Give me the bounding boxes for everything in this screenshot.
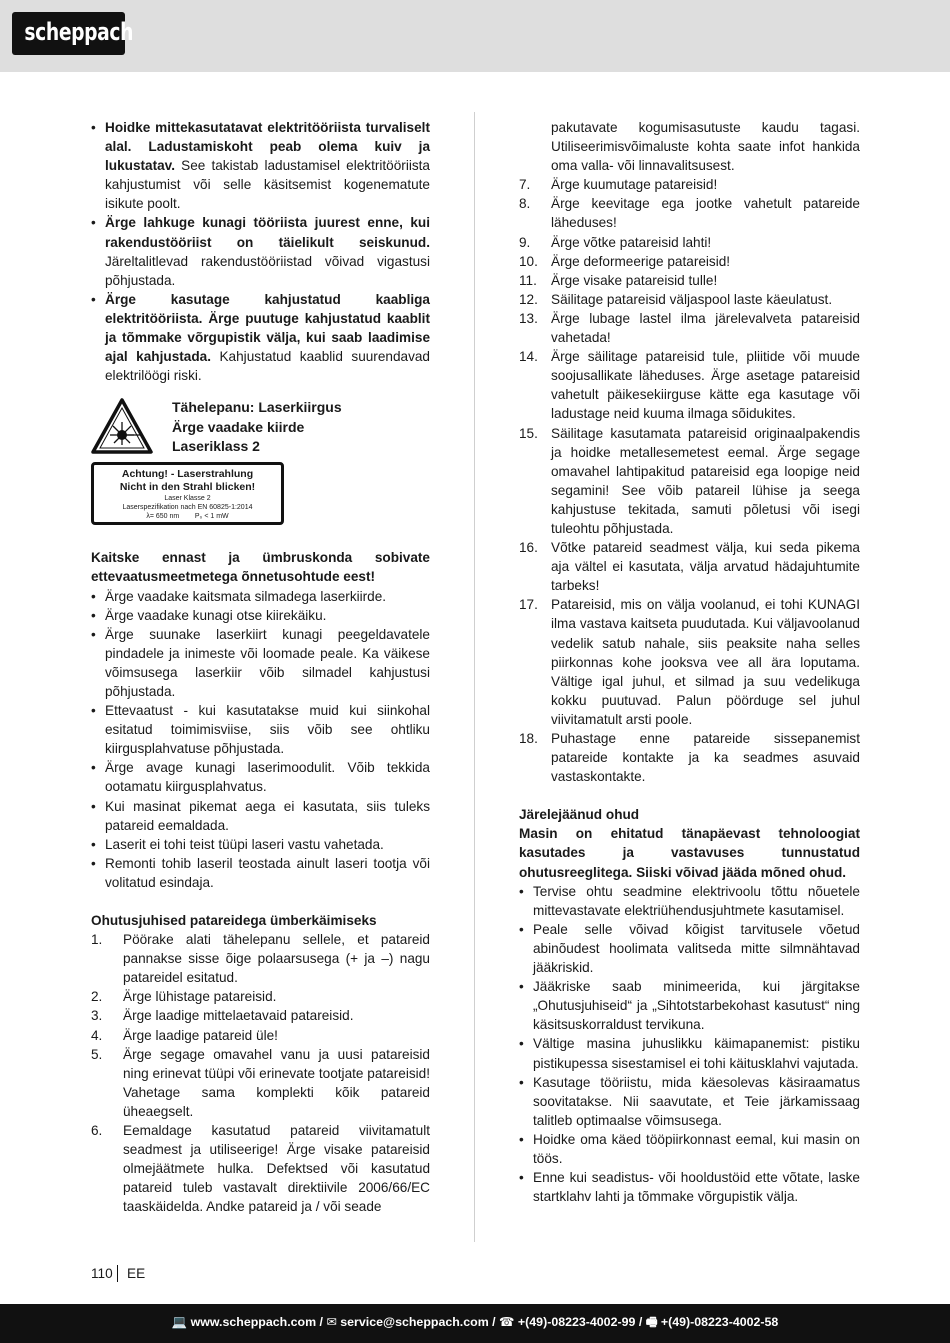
item-text: Võtke patareid seadmest välja, kui seda pikema aja vältel ei kasutata, välja arvatud hädajuhtumite tarbeks! [551, 540, 860, 594]
item-number: 3. [91, 1008, 103, 1024]
footer-contact: 💻 www.scheppach.com / ✉ service@scheppach.com / ☎ +(49)-08223-4002-99 / 🖷 +(49)-08223-4002-58 [171, 1315, 779, 1329]
list-item [91, 118, 430, 213]
list-item: • Peale selle võivad kõigist tarvitusele võetud abinõudest hoolimata valitseda mitte silmnähtavad jääkriskid. [519, 920, 860, 977]
list-item: • Ettevaatust - kui kasutatakse muid kui siinkohal esitatud toimimisviise, siis võib see ohtliku kiirgusplahvatuse põhjustada. [91, 701, 430, 758]
body-text: Järeltalitlevad rakendustööriistad võivad vigastusi põhjustada. [105, 253, 430, 288]
numbered-item [519, 729, 860, 786]
page-separator [117, 1265, 118, 1282]
laser-class-label [91, 462, 284, 525]
item-text: Ärge võtke patareisid lahti! [551, 234, 712, 250]
list-item: • Vältige masina juhuslikku käimapanemist: pistiku pistikupessa sisestamisel ei tohi käitusklahvi vajutada. [519, 1034, 860, 1072]
label-line: Laser Klasse 2 [164, 495, 211, 503]
bold-text: Ärge lahkuge kunagi tööriista juurest enne, kui rakendustööriist on täielikult seiskunud. [105, 215, 430, 250]
item-number: 6. [91, 1123, 103, 1139]
item-number: 14. [519, 349, 538, 365]
item-text: Ärge deformeerige patareisid! [551, 253, 731, 269]
label-power: P₀ < 1 mW [194, 513, 229, 521]
item-number: 9. [519, 234, 531, 250]
list-item: • Hoidke oma käed tööpiirkonnast eemal, kui masin on töös. [519, 1130, 860, 1168]
item-number: 2. [91, 989, 103, 1005]
laser-warning-text [172, 398, 342, 457]
item-text: Ärge kuumutage patareisid! [551, 177, 718, 193]
numbered-item [91, 1026, 430, 1045]
list-item: • Ärge vaadake kunagi otse kiirekäiku. [91, 606, 430, 625]
list-item: • Tervise ohtu seadmine elektrivoolu tõttu nõuetele mittevastavate elektriühendusjuhtmete kasutamisel. [519, 882, 860, 920]
numbered-item [91, 1045, 430, 1121]
list-item: • Kui masinat pikemat aega ei kasutata, siis tuleks patareid eemaldada. [91, 797, 430, 835]
item-text: Ärge visake patareisid tulle! [551, 272, 718, 288]
list-item [91, 213, 430, 289]
numbered-item [519, 252, 860, 271]
item-number: 8. [519, 196, 531, 212]
label-line: Laserspezifikation nach EN 60825-1:2014 [122, 504, 253, 512]
body-text: See takistab ladustamisel elektritööriista kahjustumist või selle käsitsemist kogenematute isikute poolt. [105, 158, 430, 212]
section-heading: Kaitske ennast ja ümbruskonda sobivate ettevaatusmeetmetega õnnetusohtude eest! [91, 550, 430, 585]
item-number: 12. [519, 291, 538, 307]
list-item: • Laserit ei tohi teist tüüpi laseri vastu vahetada. [91, 835, 430, 854]
item-number: 4. [91, 1027, 103, 1043]
numbered-item [519, 290, 860, 309]
item-text: Säilitage kasutamata patareisid originaalpakendis ja hoidke metallesemetest eemal. Ärge segage omavahel lahtipakitud patareisid ega loopige neid segamini! See võib patareil lühise ja seega kahjustuse tekitada, samuti põletusi või isegi tuleohtu põhjustada. [551, 425, 860, 536]
column-divider [474, 112, 475, 1242]
item-text: Patareisid, mis on välja voolanud, ei tohi KUNAGI ilma vastava kaitseta puudutada. Kui väljavoolanud vedelik satub nahale, siis peaksite naha selles piirkonnas kohe jooksva vee all ära loputama. Vältige igal juhul, et silmad ja suu vedelikuga kokku puutuvad. Palun pöörduge sel juhul viivitamatult arsti poole. [551, 597, 860, 727]
item-text: Ärge säilitage patareisid tule, pliitide või muude soojusallikate läheduses. Ärge asetage patareisid vahetult päikesekiirguse kätte ega kasutage või ladustage neid kuuma ilmaga sõidukites. [551, 349, 860, 422]
brand-name: scheppach [24, 18, 134, 46]
item-text: Pöörake alati tähelepanu sellele, et patareid pannakse sisse õige polaarsusega (+ ja –) nagu patareidel esitatud. [123, 932, 430, 986]
body-text: Kahjustatud kaablid suurendavad elektrilöögi riski. [105, 349, 430, 384]
numbered-item [519, 595, 860, 729]
numbered-item [91, 987, 430, 1006]
item-text: Ärge lühistage patareisid. [123, 989, 277, 1005]
list-item: • Kasutage tööriistu, mida käesolevas käsiraamatus soovitatakse. Nii saavutate, et Teie järkamissaag talitleb optimaalse võimsusega. [519, 1073, 860, 1130]
numbered-item [519, 175, 860, 194]
item-text: Säilitage patareisid väljaspool laste käeulatust. [551, 291, 833, 307]
item-number: 17. [519, 597, 538, 613]
page-number: 110 [91, 1266, 113, 1281]
numbered-item [519, 309, 860, 347]
item-text: Eemaldage kasutatud patareid viivitamatult seadmest ja utiliseerige! Ärge visake patareisid olmejäätmete hulka. Defektsed või kasutatud patareid tuleb vastavalt direktiivile 2006/66/EC taaskäidelda. Andke patareid ja / või seade [123, 1123, 430, 1215]
label-spec-line [94, 512, 281, 521]
laser-warning-line: Tähelepanu: Laserkiirgus [172, 399, 342, 416]
numbered-item [519, 194, 860, 232]
item-text: Ärge keevitage ega jootke vahetult patareide läheduses! [551, 196, 860, 231]
list-item [91, 290, 430, 385]
list-item: • Enne kui seadistus- või hooldustöid ette võtate, laske startklahv lahti ja tõmmake võrgupistik välja. [519, 1168, 860, 1206]
bold-text: Ärge kasutage kahjustatud kaabliga elektritööriista. Ärge puutuge kahjustatud kaablit ja tõmmake võrgupistik välja, kui saab laadimise ajal kahjustada. [105, 291, 430, 365]
section-heading: Järelejäänud ohud [519, 807, 640, 823]
header-bar [0, 0, 950, 72]
list-item: • Remonti tohib laseril teostada ainult laseri tootja või volitatud esindaja. [91, 854, 430, 892]
item-number: 10. [519, 253, 538, 269]
item-number: 15. [519, 425, 538, 441]
item-text: Puhastage enne patareide sissepanemist patareide kontakte ja ka seadmes asuvaid vastaskontakte. [551, 731, 860, 785]
continuation-text: pakutavate kogumisasutuste kaudu tagasi. Utiliseerimisvõimaluste kohta saate infot hankida oma valla- või linnavalitsusest. [551, 120, 860, 174]
list-item: • Ärge avage kunagi laserimoodulit. Võib tekkida ootamatu kiirgusplahvatus. [91, 758, 430, 796]
language-code: EE [127, 1266, 146, 1281]
bold-text: Hoidke mittekasutatavat elektritööriista turvaliselt alal. Ladustamiskoht peab olema kuiv ja lukustatav. [105, 120, 430, 174]
item-number: 5. [91, 1046, 103, 1062]
numbered-item [91, 930, 430, 987]
numbered-item [519, 271, 860, 290]
item-number: 16. [519, 540, 538, 556]
item-number: 18. [519, 731, 538, 746]
item-number: 13. [519, 310, 538, 326]
item-number: 1. [91, 932, 103, 948]
numbered-item [519, 233, 860, 252]
item-text: Ärge lubage lastel ilma järelevalveta patareisid vahetada! [551, 310, 860, 346]
label-line: Achtung! - Laserstrahlung [121, 468, 254, 481]
laser-class-line: Laseriklass 2 [172, 438, 260, 455]
label-wavelength: λ= 650 nm [146, 513, 180, 521]
laser-warning-icon [91, 398, 153, 454]
numbered-item [91, 1006, 430, 1025]
numbered-item [519, 538, 860, 595]
section-intro: Masin on ehitatud tänapäevast tehnoloogiat kasutades ja vastavuses tunnustatud ohutusreeglitega. Siiski võivad jääda mõned ohud. [519, 826, 860, 880]
item-number: 11. [519, 272, 537, 288]
numbered-item [91, 1121, 430, 1216]
left-column [91, 118, 430, 1217]
laser-warning [91, 398, 430, 548]
label-line: Nicht in den Strahl blicken! [119, 481, 256, 494]
item-number: 7. [519, 177, 531, 193]
right-column [519, 118, 860, 1206]
scheppach-logo [12, 12, 134, 55]
list-item: • Ärge vaadake kaitsmata silmadega laserkiirde. [91, 587, 430, 606]
item-text: Ärge laadige patareid üle! [123, 1027, 278, 1043]
section-heading: Ohutusjuhised patareidega ümberkäimiseks [91, 913, 377, 928]
item-text: Ärge laadige mittelaetavaid patareisid. [123, 1008, 354, 1024]
numbered-item [519, 424, 860, 539]
list-item: • Jääkriske saab minimeerida, kui järgitakse „Ohutusjuhiseid“ ja „Sihtotstarbekohast kasutust“ ning käsitsuskorraldust tervikuna. [519, 977, 860, 1034]
numbered-item [519, 347, 860, 423]
laser-warning-line: Ärge vaadake kiirde [172, 418, 305, 435]
list-item: • Ärge suunake laserkiirt kunagi peegeldavatele pindadele ja inimeste või loomade peale. Ka väikese võimsusega laserkiir võib silmadel kahjustusi põhjustada. [91, 625, 430, 701]
item-text: Ärge segage omavahel vanu ja uusi patareisid ning erinevat tüüpi või erinevate tootjate patareisid! Vahetage sama komplekti kõik patareid üheaegselt. [123, 1046, 430, 1119]
